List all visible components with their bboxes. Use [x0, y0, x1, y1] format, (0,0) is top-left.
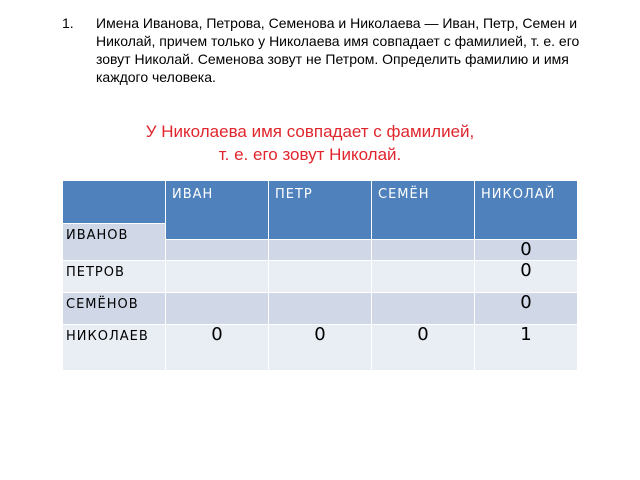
cell-ivanov-ivan — [166, 240, 269, 261]
table-row — [63, 293, 578, 325]
cell-petrov-semyon — [372, 261, 475, 293]
problem-number: 1. — [62, 15, 74, 31]
name-surname-table — [62, 180, 578, 371]
table-row-header — [63, 181, 578, 224]
cell-semyonov-ivan — [166, 293, 269, 325]
column-header-nikolai: НИКОЛАЙ — [475, 181, 578, 240]
column-header-semyon: СЕМЁН — [372, 181, 475, 240]
cell-nikolaev-ivan: 0 — [166, 325, 269, 371]
cell-semyonov-petr — [269, 293, 372, 325]
answer-note-line1: У Николаева имя совпадает с фамилией, — [145, 122, 475, 141]
cell-petrov-ivan — [166, 261, 269, 293]
cell-petrov-nikolai: 0 — [475, 261, 578, 293]
cell-nikolaev-nikolai: 1 — [475, 325, 578, 371]
table-row — [63, 325, 578, 371]
row-header-nikolaev: НИКОЛАЕВ — [63, 325, 166, 371]
cell-nikolaev-semyon: 0 — [372, 325, 475, 371]
table-row — [63, 261, 578, 293]
cell-ivanov-petr — [269, 240, 372, 261]
cell-nikolaev-petr: 0 — [269, 325, 372, 371]
cell-semyonov-semyon — [372, 293, 475, 325]
column-header-ivan: ИВАН — [166, 181, 269, 240]
problem-text: Имена Иванова, Петрова, Семенова и Николаева — Иван, Петр, Семен и Николай, причем только у Николаева имя совпадает с фамилией, т. е. его зовут Николай. Семенова зовут не Петром. Определить фамилию и имя каждого человека. — [96, 15, 580, 85]
row-header-petrov: ПЕТРОВ — [63, 261, 166, 293]
row-header-ivanov: ИВАНОВ — [63, 224, 166, 261]
cell-petrov-petr — [269, 261, 372, 293]
cell-semyonov-nikolai: 0 — [475, 293, 578, 325]
column-header-petr: ПЕТР — [269, 181, 372, 240]
row-header-semyonov: СЕМЁНОВ — [63, 293, 166, 325]
answer-note-line2: т. е. его зовут Николай. — [218, 145, 402, 164]
answer-note — [60, 120, 560, 166]
table-corner-cell — [63, 181, 166, 224]
cell-ivanov-nikolai: 0 — [475, 240, 578, 261]
cell-ivanov-semyon — [372, 240, 475, 261]
problem-statement — [62, 14, 582, 86]
